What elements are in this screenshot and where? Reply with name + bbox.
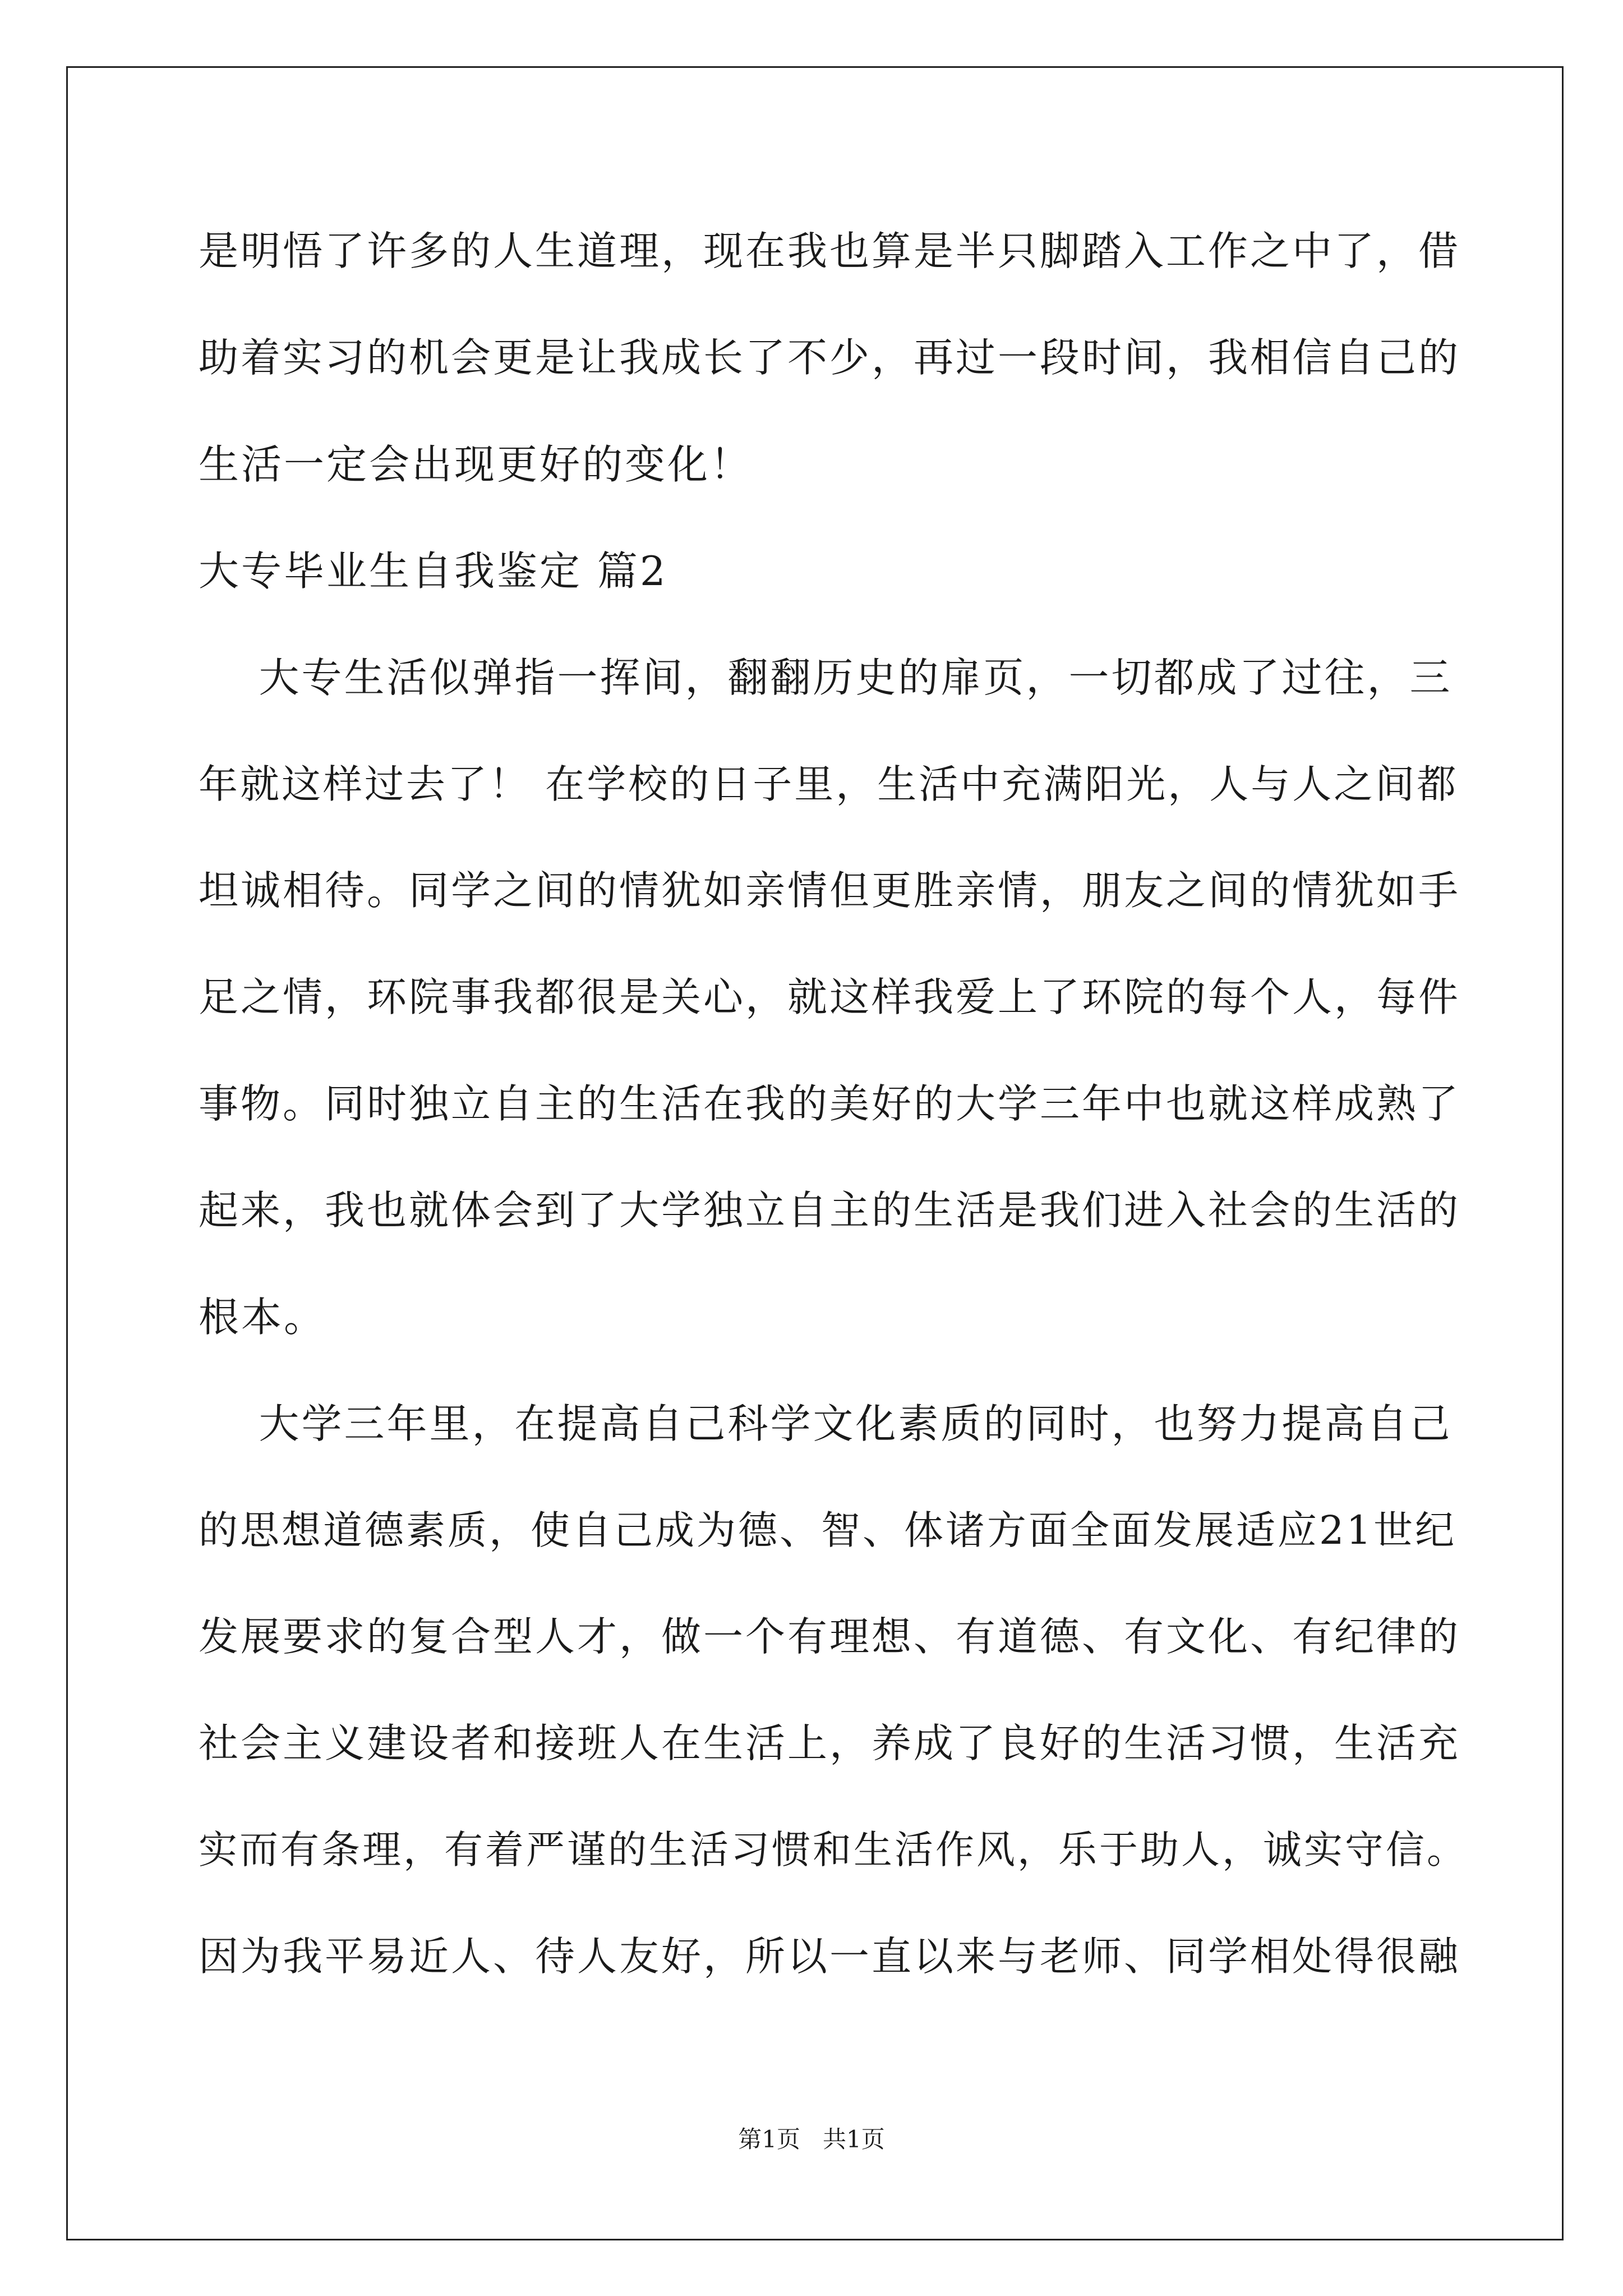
text-line: 实而有条理，有着严谨的生活习惯和生活作风，乐于助人，诚实守信。: [199, 1828, 1468, 1872]
text-line: 事物。同时独立自主的生活在我的美好的大学三年中也就这样成熟了: [199, 1080, 1461, 1127]
page-footer: 第1页 共1页: [738, 2125, 885, 2153]
text-line: 因为我平易近人、待人友好，所以一直以来与老师、同学相处得很融: [199, 1933, 1461, 1980]
text-line: 年就这样过去了！ 在学校的日子里，生活中充满阳光，人与人之间都: [199, 761, 1459, 807]
text-line: 大专生活似弹指一挥间，翻翻历史的扉页，一切都成了过往，三: [199, 654, 1453, 701]
text-line: 是明悟了许多的人生道理，现在我也算是半只脚踏入工作之中了，借: [199, 228, 1461, 274]
text-line: 大学三年里，在提高自己科学文化素质的同时，也努力提高自己: [199, 1400, 1453, 1447]
text-line: 助着实习的机会更是让我成长了不少，再过一段时间，我相信自己的: [199, 334, 1461, 381]
text-line: 根本。: [199, 1294, 327, 1341]
text-line: 足之情，环院事我都很是关心，就这样我爱上了环院的每个人，每件: [199, 974, 1461, 1020]
text-line: 的思想道德素质，使自己成为德、智、体诸方面全面发展适应21世纪: [199, 1507, 1457, 1553]
section-heading: 大专毕业生自我鉴定 篇2: [199, 547, 668, 595]
text-line: 社会主义建设者和接班人在生活上，养成了良好的生活习惯，生活充: [199, 1720, 1461, 1766]
text-line: 发展要求的复合型人才，做一个有理想、有道德、有文化、有纪律的: [199, 1613, 1461, 1660]
text-line: 生活一定会出现更好的变化！: [199, 441, 753, 488]
text-line: 坦诚相待。同学之间的情犹如亲情但更胜亲情，朋友之间的情犹如手: [199, 867, 1461, 914]
page-border: [66, 66, 1564, 2240]
text-line: 起来，我也就体会到了大学独立自主的生活是我们进入社会的生活的: [199, 1187, 1461, 1234]
